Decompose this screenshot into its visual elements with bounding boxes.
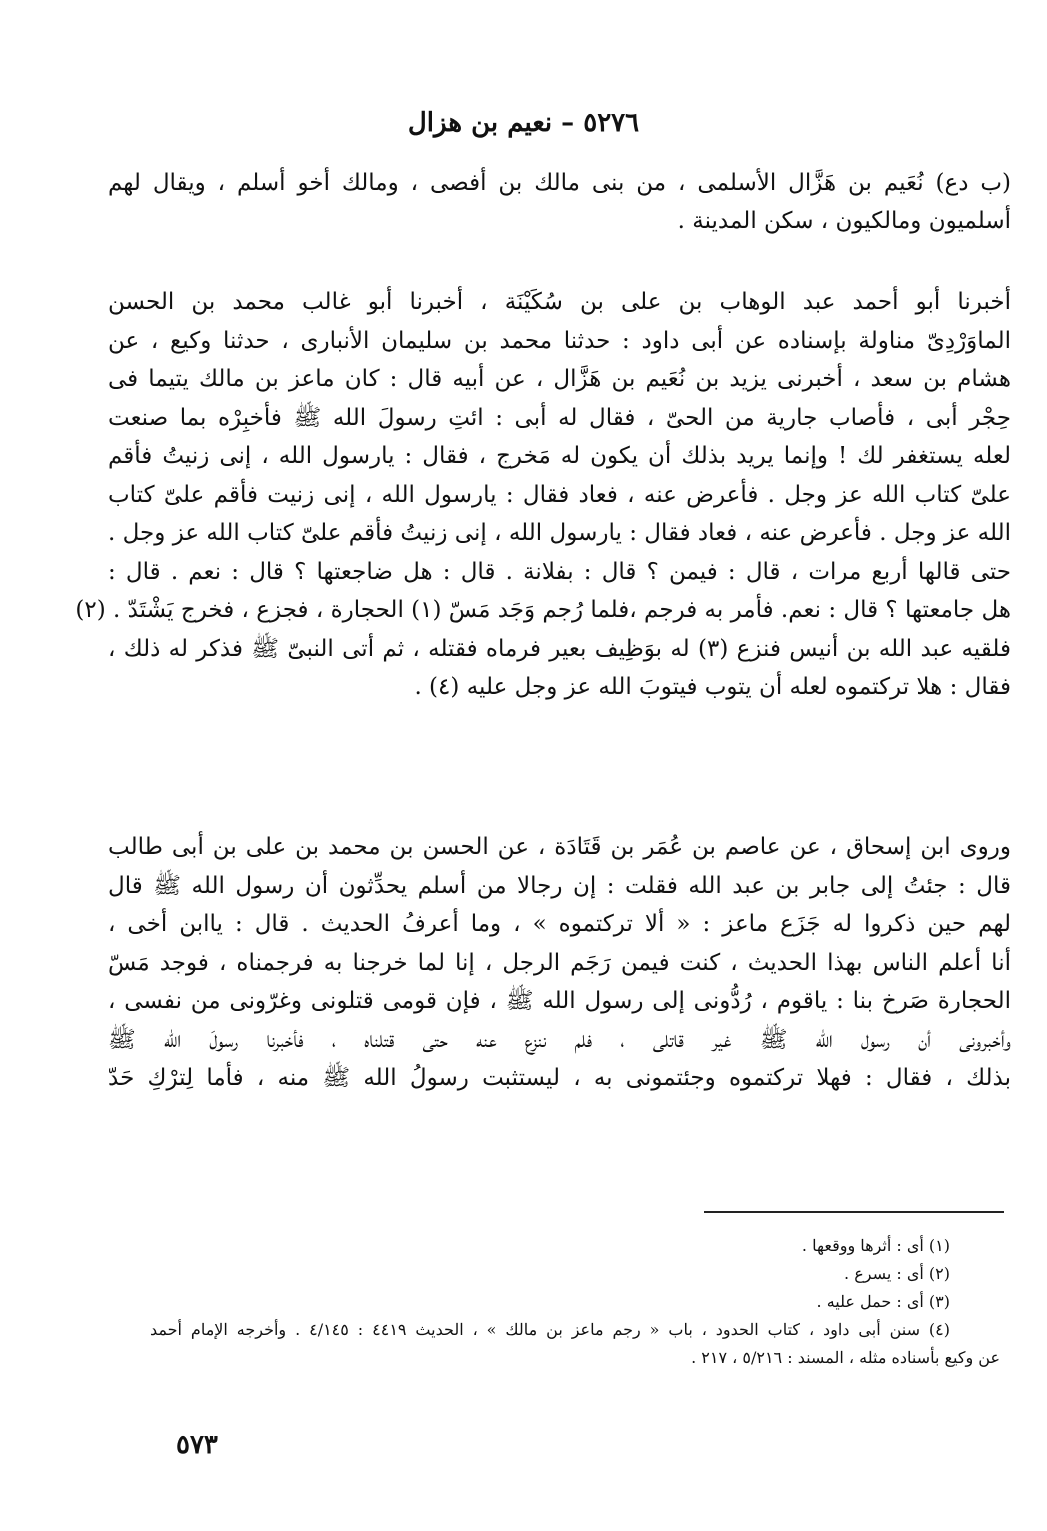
text-line: وروى ابن إسحاق ، عن عاصم بن عُمَر بن قَتَادَة ، عن الحسن بن محمد بن على بن أبى طالب bbox=[108, 834, 1011, 860]
paragraph-intro bbox=[108, 164, 1011, 240]
paragraph-hadith-1 bbox=[75, 283, 1011, 707]
text-line: أنا أعلم الناس بهذا الحديث ، كنت فيمن رَجَم الرجل ، إنا لما خرجنا به فرجمناه ، فوجد مَسّ bbox=[108, 949, 1011, 976]
text-line: هل جامعتها ؟ قال : نعم. فأمر به فرجم ،فلما رُجم وَجَد مَسّ (١) الحجارة ، فجزع ، فخرج يَشْتَدّ . (٢) bbox=[75, 597, 1011, 623]
text-line: وأخبرونى أن رسول الله ﷺ غير قاتلى ، فلم ننزع عنه حتى قتلناه ، فأخبرنا رسولَ الله ﷺ bbox=[108, 1026, 1011, 1053]
text-line: لعله يستغفر لك ! وإنما يريد بذلك أن يكون له مَخرج ، فقال : يارسول الله ، إنى زنيتُ فأقم bbox=[108, 443, 1011, 469]
footnote-1: (١) أى : أثرها ووقعها . bbox=[801, 1236, 950, 1255]
entry-heading: ٥٢٧٦ – نعيم بن هزال bbox=[407, 108, 640, 138]
footnote-3: (٣) أى : حمل عليه . bbox=[816, 1292, 950, 1311]
text-line: (ب دع) نُعَيم بن هَزَّال الأسلمى ، من بنى مالك بن أفصى ، ومالك أخو أسلم ، ويقال لهم bbox=[108, 170, 1011, 196]
footnotes bbox=[150, 1232, 1000, 1372]
text-line: فقال : هلا تركتموه لعله أن يتوب فيتوبَ الله عز وجل عليه (٤) . bbox=[414, 674, 1011, 700]
footnote-4: (٤) سنن أبى داود ، كتاب الحدود ، باب « رجم ماعز بن مالك » ، الحديث ٤٤١٩ : ٤/١٤٥ . وأخرجه الإمام أحمد bbox=[150, 1320, 951, 1339]
text-line: حتى قالها أربع مرات ، قال : فيمن ؟ قال : بفلانة . قال : هل ضاجعتها ؟ قال : نعم . قال : bbox=[108, 558, 1011, 585]
page-number: ٥٧٣ bbox=[176, 1430, 218, 1460]
text-line: بذلك ، فقال : فهلا تركتموه وجئتمونى به ، ليستثبت رسولُ الله ﷺ منه ، فأما لِترْكِ حَدّ bbox=[108, 1065, 1011, 1091]
footnote-divider bbox=[704, 1211, 1004, 1213]
footnote-2: (٢) أى : يسرع . bbox=[844, 1264, 950, 1283]
footnote-4-continued: عن وكيع بأسناده مثله ، المسند : ٥/٢١٦ ، ٢١٧ . bbox=[691, 1348, 1000, 1367]
text-line: الحجارة صَرخ بنا : ياقوم ، رُدُّونى إلى رسول الله ﷺ ، فإن قومى قتلونى وغرّونى من نفسى ، bbox=[108, 988, 1011, 1014]
text-line: فلقيه عبد الله بن أنيس فنزع (٣) له بوَظِيف بعير فرماه فقتله ، ثم أتى النبىّ ﷺ فذكر له ذلك ، bbox=[108, 635, 1011, 662]
text-line: قال : جئتُ إلى جابر بن عبد الله فقلت : إن رجالا من أسلم يحدِّثون أن رسول الله ﷺ قال bbox=[108, 872, 1011, 899]
text-line: الله عز وجل . فأعرض عنه ، فعاد فقال : يارسول الله ، إنى زنيتُ فأقم علىّ كتاب الله عز وجل . bbox=[108, 520, 1011, 546]
text-line: لهم حين ذكروا له جَزَع ماعز : « ألا تركتموه » ، وما أعرفُ الحديث . قال : ياابن أخى ، bbox=[108, 911, 1011, 937]
text-line: هشام بن سعد ، أخبرنى يزيد بن نُعَيم بن هَزَّال ، عن أبيه قال : كان ماعز بن مالك يتيما فى bbox=[108, 366, 1011, 392]
text-line: أخبرنا أبو أحمد عبد الوهاب بن على بن سُكَيْنَة ، أخبرنا أبو غالب محمد بن الحسن bbox=[108, 289, 1011, 315]
text-line: حِجْر أبى ، فأصاب جارية من الحىّ ، فقال له أبى : ائتِ رسولَ الله ﷺ فأخبِرْه بما صنعت bbox=[108, 404, 1011, 431]
text-line: الماوَرْدِىّ مناولة بإسناده عن أبى داود : حدثنا محمد بن سليمان الأنبارى ، حدثنا وكيع ، عن bbox=[108, 327, 1011, 354]
paragraph-hadith-2 bbox=[108, 828, 1011, 1098]
text-line: علىّ كتاب الله عز وجل . فأعرض عنه ، فعاد فقال : يارسول الله ، إنى زنيت فأقم علىّ كتاب bbox=[108, 481, 1011, 508]
text-line: أسلميون ومالكيون ، سكن المدينة . bbox=[677, 208, 1011, 234]
